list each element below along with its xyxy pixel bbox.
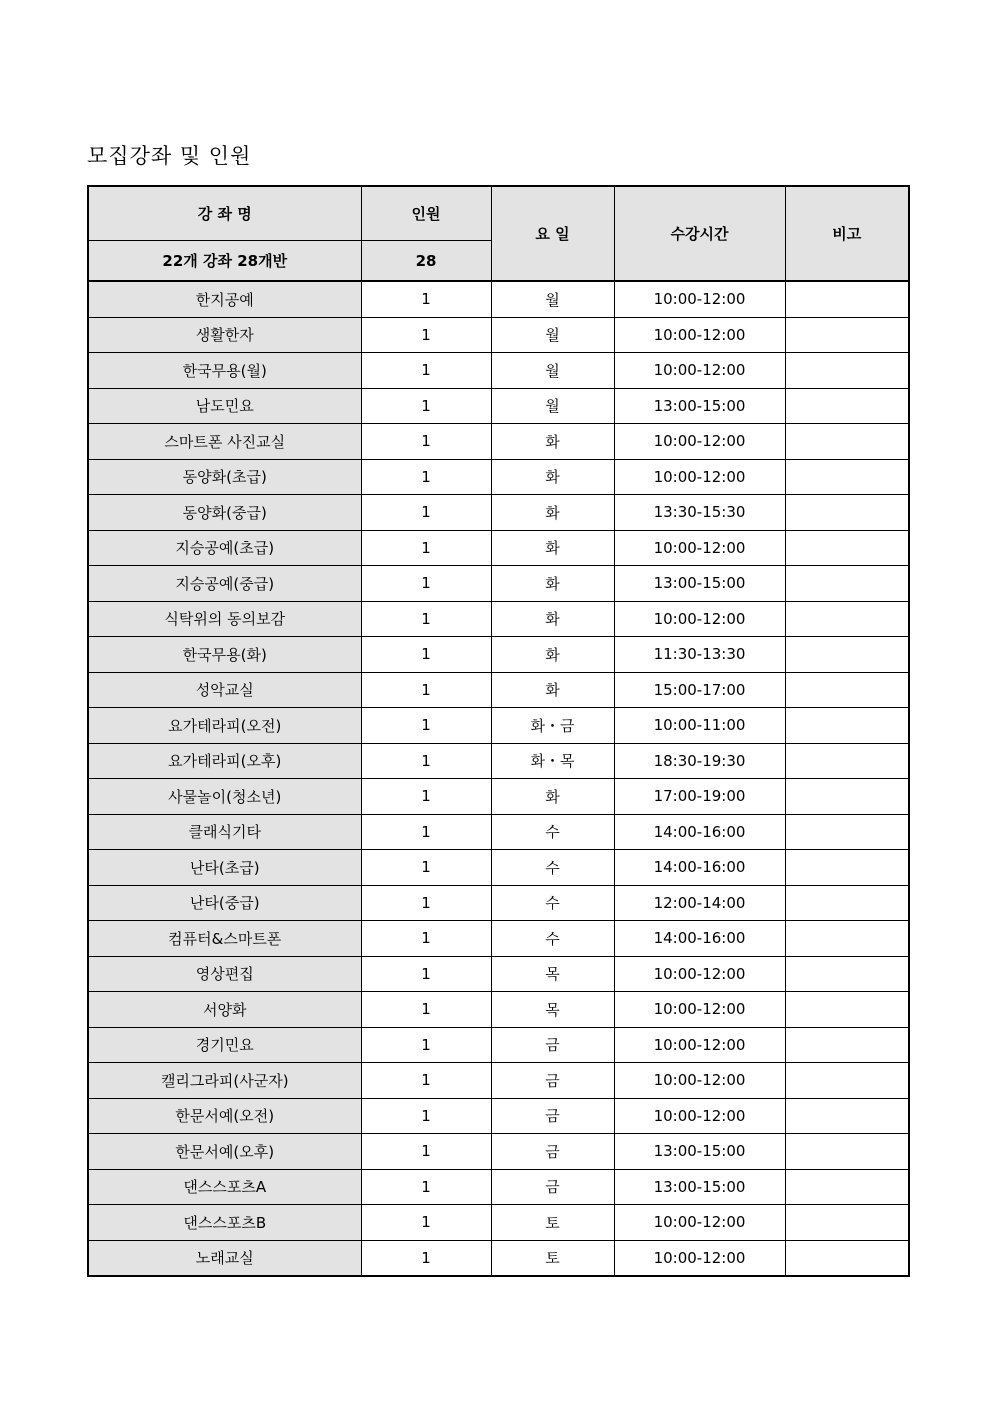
course-name-cell: 생활한자: [88, 317, 361, 353]
table-row: [88, 388, 909, 424]
header-note: 비고: [785, 186, 909, 281]
table-row: [88, 1063, 909, 1099]
table-row: [88, 743, 909, 779]
day-cell: 수: [491, 921, 614, 957]
note-cell: [785, 1240, 909, 1276]
count-cell: 1: [361, 388, 491, 424]
day-cell: 화・목: [491, 743, 614, 779]
table-row: [88, 885, 909, 921]
table-row: [88, 1169, 909, 1205]
note-cell: [785, 779, 909, 815]
time-cell: 10:00-12:00: [614, 956, 785, 992]
course-name-cell: 영상편집: [88, 956, 361, 992]
time-cell: 14:00-16:00: [614, 921, 785, 957]
note-cell: [785, 459, 909, 495]
course-name-cell: 동양화(중급): [88, 495, 361, 531]
time-cell: 13:00-15:00: [614, 1169, 785, 1205]
day-cell: 금: [491, 1098, 614, 1134]
time-cell: 18:30-19:30: [614, 743, 785, 779]
table-row: [88, 530, 909, 566]
table-row: [88, 956, 909, 992]
time-cell: 10:00-12:00: [614, 1027, 785, 1063]
day-cell: 금: [491, 1027, 614, 1063]
summary-courses: 22개 강좌 28개반: [88, 241, 361, 282]
day-cell: 화: [491, 530, 614, 566]
note-cell: [785, 353, 909, 389]
count-cell: 1: [361, 1063, 491, 1099]
course-name-cell: 성악교실: [88, 672, 361, 708]
count-cell: 1: [361, 672, 491, 708]
count-cell: 1: [361, 956, 491, 992]
day-cell: 월: [491, 281, 614, 317]
note-cell: [785, 1205, 909, 1241]
table-row: [88, 424, 909, 460]
time-cell: 13:00-15:00: [614, 1134, 785, 1170]
course-name-cell: 캘리그라피(사군자): [88, 1063, 361, 1099]
note-cell: [785, 1027, 909, 1063]
note-cell: [785, 637, 909, 673]
day-cell: 월: [491, 317, 614, 353]
count-cell: 1: [361, 1205, 491, 1241]
count-cell: 1: [361, 566, 491, 602]
note-cell: [785, 1063, 909, 1099]
table-row: [88, 1098, 909, 1134]
day-cell: 화: [491, 424, 614, 460]
note-cell: [785, 743, 909, 779]
table-row: [88, 637, 909, 673]
count-cell: 1: [361, 530, 491, 566]
time-cell: 10:00-11:00: [614, 708, 785, 744]
day-cell: 수: [491, 885, 614, 921]
day-cell: 수: [491, 850, 614, 886]
table-row: [88, 1134, 909, 1170]
note-cell: [785, 1169, 909, 1205]
count-cell: 1: [361, 281, 491, 317]
course-name-cell: 경기민요: [88, 1027, 361, 1063]
course-name-cell: 한문서예(오전): [88, 1098, 361, 1134]
table-row: [88, 708, 909, 744]
course-name-cell: 노래교실: [88, 1240, 361, 1276]
header-count: 인원: [361, 186, 491, 241]
course-name-cell: 요가테라피(오전): [88, 708, 361, 744]
day-cell: 월: [491, 388, 614, 424]
course-table: [87, 185, 910, 1277]
table-row: [88, 459, 909, 495]
table-row: [88, 921, 909, 957]
table-row: [88, 566, 909, 602]
count-cell: 1: [361, 814, 491, 850]
note-cell: [785, 388, 909, 424]
count-cell: 1: [361, 353, 491, 389]
page-title: 모집강좌 및 인원: [87, 144, 252, 168]
time-cell: 11:30-13:30: [614, 637, 785, 673]
count-cell: 1: [361, 601, 491, 637]
count-cell: 1: [361, 1169, 491, 1205]
day-cell: 금: [491, 1134, 614, 1170]
note-cell: [785, 1134, 909, 1170]
count-cell: 1: [361, 637, 491, 673]
course-name-cell: 한지공예: [88, 281, 361, 317]
note-cell: [785, 495, 909, 531]
course-name-cell: 컴퓨터&스마트폰: [88, 921, 361, 957]
time-cell: 15:00-17:00: [614, 672, 785, 708]
course-name-cell: 지승공예(중급): [88, 566, 361, 602]
course-name-cell: 남도민요: [88, 388, 361, 424]
time-cell: 14:00-16:00: [614, 814, 785, 850]
time-cell: 10:00-12:00: [614, 317, 785, 353]
table-row: [88, 814, 909, 850]
table-body: [88, 281, 909, 1276]
time-cell: 13:00-15:00: [614, 566, 785, 602]
count-cell: 1: [361, 708, 491, 744]
day-cell: 화: [491, 459, 614, 495]
time-cell: 10:00-12:00: [614, 353, 785, 389]
time-cell: 13:30-15:30: [614, 495, 785, 531]
course-name-cell: 댄스스포츠A: [88, 1169, 361, 1205]
count-cell: 1: [361, 1134, 491, 1170]
day-cell: 화: [491, 566, 614, 602]
day-cell: 수: [491, 814, 614, 850]
table-row: [88, 601, 909, 637]
time-cell: 14:00-16:00: [614, 850, 785, 886]
day-cell: 화・금: [491, 708, 614, 744]
table-row: [88, 495, 909, 531]
table-row: [88, 1027, 909, 1063]
table-row: [88, 992, 909, 1028]
time-cell: 10:00-12:00: [614, 424, 785, 460]
note-cell: [785, 850, 909, 886]
summary-total: 28: [361, 241, 491, 282]
note-cell: [785, 1098, 909, 1134]
note-cell: [785, 530, 909, 566]
day-cell: 금: [491, 1063, 614, 1099]
course-name-cell: 한국무용(월): [88, 353, 361, 389]
count-cell: 1: [361, 850, 491, 886]
count-cell: 1: [361, 495, 491, 531]
course-name-cell: 지승공예(초급): [88, 530, 361, 566]
note-cell: [785, 708, 909, 744]
day-cell: 토: [491, 1240, 614, 1276]
note-cell: [785, 992, 909, 1028]
table-row: [88, 779, 909, 815]
count-cell: 1: [361, 992, 491, 1028]
note-cell: [785, 281, 909, 317]
note-cell: [785, 885, 909, 921]
day-cell: 토: [491, 1205, 614, 1241]
count-cell: 1: [361, 317, 491, 353]
time-cell: 10:00-12:00: [614, 992, 785, 1028]
day-cell: 목: [491, 956, 614, 992]
day-cell: 월: [491, 353, 614, 389]
day-cell: 금: [491, 1169, 614, 1205]
table-row: [88, 353, 909, 389]
count-cell: 1: [361, 424, 491, 460]
count-cell: 1: [361, 459, 491, 495]
table-row: [88, 317, 909, 353]
count-cell: 1: [361, 1027, 491, 1063]
note-cell: [785, 814, 909, 850]
header-day: 요 일: [491, 186, 614, 281]
day-cell: 목: [491, 992, 614, 1028]
day-cell: 화: [491, 495, 614, 531]
course-name-cell: 클래식기타: [88, 814, 361, 850]
day-cell: 화: [491, 601, 614, 637]
table-row: [88, 1240, 909, 1276]
day-cell: 화: [491, 672, 614, 708]
day-cell: 화: [491, 637, 614, 673]
course-name-cell: 식탁위의 동의보감: [88, 601, 361, 637]
course-name-cell: 한문서예(오후): [88, 1134, 361, 1170]
table-row: [88, 281, 909, 317]
time-cell: 10:00-12:00: [614, 1063, 785, 1099]
time-cell: 10:00-12:00: [614, 1205, 785, 1241]
course-name-cell: 사물놀이(청소년): [88, 779, 361, 815]
time-cell: 10:00-12:00: [614, 1098, 785, 1134]
time-cell: 10:00-12:00: [614, 1240, 785, 1276]
header-time: 수강시간: [614, 186, 785, 281]
note-cell: [785, 956, 909, 992]
time-cell: 10:00-12:00: [614, 281, 785, 317]
count-cell: 1: [361, 1098, 491, 1134]
note-cell: [785, 317, 909, 353]
table-row: [88, 1205, 909, 1241]
note-cell: [785, 921, 909, 957]
note-cell: [785, 601, 909, 637]
count-cell: 1: [361, 921, 491, 957]
day-cell: 화: [491, 779, 614, 815]
note-cell: [785, 672, 909, 708]
count-cell: 1: [361, 743, 491, 779]
table-row: [88, 672, 909, 708]
note-cell: [785, 424, 909, 460]
course-name-cell: 스마트폰 사진교실: [88, 424, 361, 460]
note-cell: [785, 566, 909, 602]
time-cell: 13:00-15:00: [614, 388, 785, 424]
course-name-cell: 서양화: [88, 992, 361, 1028]
course-name-cell: 한국무용(화): [88, 637, 361, 673]
course-name-cell: 난타(중급): [88, 885, 361, 921]
course-name-cell: 댄스스포츠B: [88, 1205, 361, 1241]
course-name-cell: 난타(초급): [88, 850, 361, 886]
header-course-name: 강 좌 명: [88, 186, 361, 241]
count-cell: 1: [361, 779, 491, 815]
course-name-cell: 동양화(초급): [88, 459, 361, 495]
time-cell: 10:00-12:00: [614, 601, 785, 637]
time-cell: 12:00-14:00: [614, 885, 785, 921]
table-header: [88, 186, 909, 281]
time-cell: 17:00-19:00: [614, 779, 785, 815]
time-cell: 10:00-12:00: [614, 530, 785, 566]
time-cell: 10:00-12:00: [614, 459, 785, 495]
count-cell: 1: [361, 1240, 491, 1276]
table-row: [88, 850, 909, 886]
count-cell: 1: [361, 885, 491, 921]
course-name-cell: 요가테라피(오후): [88, 743, 361, 779]
